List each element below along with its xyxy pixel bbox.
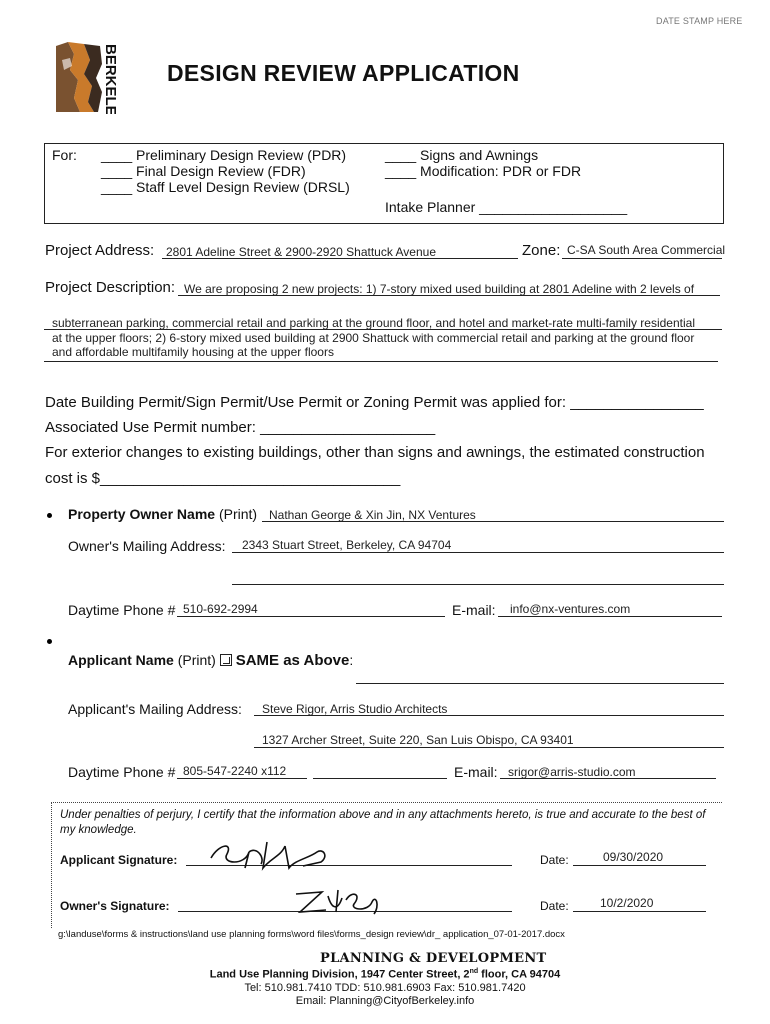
applicant-date-label: Date: [540,853,569,867]
owner-date-label: Date: [540,899,569,913]
applicant-email-label: E-mail: [454,764,498,780]
applicant-phone-label: Daytime Phone # [68,764,176,780]
footer-phones: Tel: 510.981.7410 TDD: 510.981.6903 Fax: 510.981.7420 [244,982,526,994]
file-path: g:\landuse\forms & instructions\land use planning forms\word files\forms_design review\dr_ application_07-01-2017.docx [58,929,565,940]
zone-field[interactable]: C-SA South Area Commercial [567,243,726,257]
applicant-date-field[interactable]: 09/30/2020 [603,850,664,864]
applicant-mailing-label: Applicant's Mailing Address: [68,701,242,717]
certification-text: Under penalties of perjury, I certify that the information above and in any attachments hereto, is true and accurate to the best of my knowledge. [60,809,706,836]
owner-date-field[interactable]: 10/2/2020 [600,896,654,910]
owner-email-label: E-mail: [452,602,496,618]
owner-phone-label: Daytime Phone # [68,602,176,618]
option-fdr[interactable]: ____ Final Design Review (FDR) [101,163,306,179]
project-address-label: Project Address: [45,242,155,259]
option-pdr[interactable]: ____ Preliminary Design Review (PDR) [101,147,347,163]
page-title: DESIGN REVIEW APPLICATION [167,60,520,86]
option-drsl[interactable]: ____ Staff Level Design Review (DRSL) [101,179,350,195]
project-description-label: Project Description: [45,279,176,296]
logo-wordmark: BERKELEY [102,44,119,114]
owner-signature-label: Owner's Signature: [60,899,170,913]
applicant-name-label: Applicant Name (Print) SAME as Above: [68,652,354,669]
applicant-signature-label: Applicant Signature: [60,853,178,867]
date-stamp-label: DATE STAMP HERE [656,16,743,26]
owner-name-label: Property Owner Name (Print) [68,506,258,522]
zone-label: Zone: [522,242,561,259]
planning-development-logo: PLANNING & DEVELOPMENT [320,951,547,966]
exterior-changes-text: For exterior changes to existing buildings, other than signs and awnings, the estimated construction [45,444,705,461]
project-address-field[interactable]: 2801 Adeline Street & 2900-2920 Shattuck Avenue [166,245,436,259]
bullet-owner [47,513,52,518]
for-label: For: [52,147,77,163]
applicant-signature[interactable] [205,838,335,872]
city-of-berkeley-logo [54,40,128,114]
option-modification[interactable]: ____ Modification: PDR or FDR [385,163,582,179]
option-signs-awnings[interactable]: ____ Signs and Awnings [385,147,539,163]
owner-signature[interactable] [292,886,384,918]
bullet-applicant [47,639,52,644]
owner-mailing-label: Owner's Mailing Address: [68,538,226,554]
use-permit-number[interactable]: Associated Use Permit number: _____________________ [45,419,436,436]
owner-mailing-field[interactable]: 2343 Stuart Street, Berkeley, CA 94704 [242,538,452,552]
applicant-email-field[interactable]: srigor@arris-studio.com [508,765,636,779]
owner-phone-field[interactable]: 510-692-2994 [183,602,258,616]
same-as-above-checkbox[interactable] [220,654,232,666]
applicant-mailing-line-1[interactable]: Steve Rigor, Arris Studio Architects [262,702,448,716]
intake-planner: Intake Planner ___________________ [385,199,628,215]
project-description-line-2[interactable]: subterranean parking, commercial retail and parking at the ground floor, and hotel and market-rate multi-family residential [52,316,695,330]
owner-email-field[interactable]: info@nx-ventures.com [510,602,631,616]
applicant-mailing-line-2[interactable]: 1327 Archer Street, Suite 220, San Luis Obispo, CA 93401 [262,733,574,747]
project-description-line-3[interactable]: at the upper floors; 2) 6-story mixed used building at 2900 Shattuck with commercial retail and parking at the ground floor [52,331,695,345]
construction-cost[interactable]: cost is $____________________________________ [45,470,401,487]
project-description-line-1[interactable]: We are proposing 2 new projects: 1) 7-story mixed used building at 2801 Adeline with 2 levels of [184,282,695,296]
applicant-phone-field[interactable]: 805-547-2240 x112 [183,764,287,778]
same-as-above-label: SAME as Above [235,652,350,669]
owner-name-field[interactable]: Nathan George & Xin Jin, NX Ventures [269,508,476,522]
date-permit-applied[interactable]: Date Building Permit/Sign Permit/Use Permit or Zoning Permit was applied for: ________________ [45,394,704,411]
logo-small-text: CITY OF [88,40,108,46]
footer-address: Land Use Planning Division, 1947 Center Street, 2nd floor, CA 94704 [209,968,561,981]
cert-box-top-border [51,802,722,803]
project-description-line-4[interactable]: and affordable multifamily housing at the upper floors [52,345,334,359]
footer-email: Email: Planning@CityofBerkeley.info [295,995,475,1007]
cert-box-left-border [51,802,52,928]
